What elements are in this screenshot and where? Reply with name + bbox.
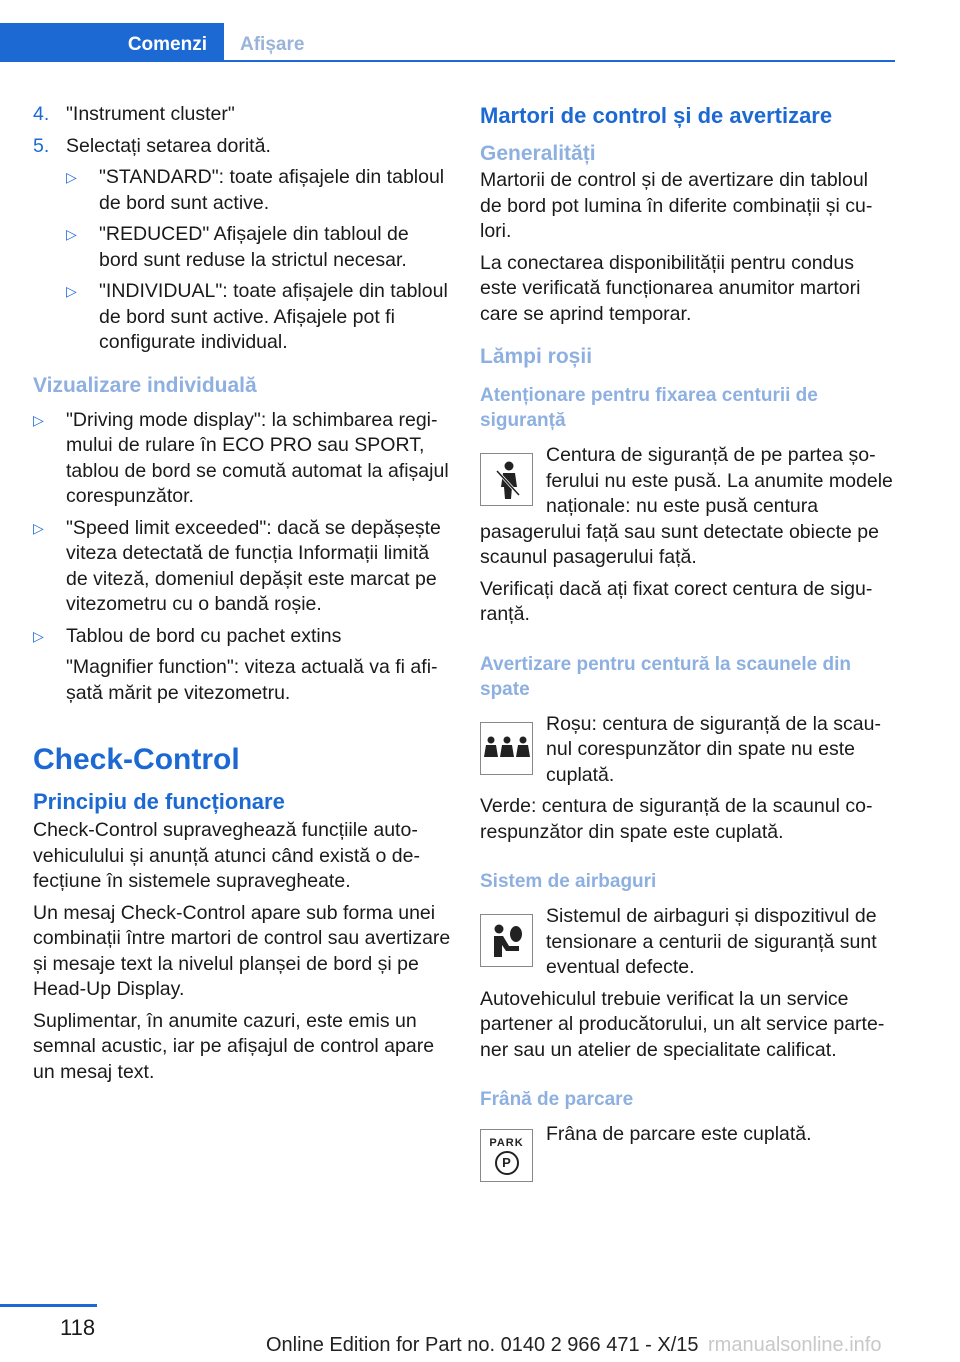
parking-brake-icon (480, 1129, 533, 1182)
principle-heading: Principiu de funcționare (33, 789, 285, 814)
seatbelt-block (480, 443, 895, 571)
triangle-bullet-icon: ▷ (66, 283, 77, 299)
tab-comenzi-label: Comenzi (127, 34, 207, 55)
option-individual (66, 279, 451, 356)
individual-item (33, 624, 451, 650)
seatbelt-check: Verificați dacă ați fixat corect centura de siguranță. (480, 577, 873, 625)
park-heading: Frână de parcare (480, 1089, 634, 1110)
park-block (480, 1122, 895, 1170)
rear-seatbelt-block (480, 712, 895, 789)
principle-paragraph: Suplimentar, în anumite cazuri, este emis un semnal acustic, iar pe afișajul de control apare un mesaj text. (33, 1009, 435, 1083)
step-4 (33, 102, 451, 128)
seatbelt-text: Centura de siguranță de pe partea șoferului nu este pusă. La anumite modele naționale: nu este pusă centura pasagerului față sau sunt detectate obiecte pe scaunul pasagerului față. (480, 444, 893, 568)
edition-text: Online Edition for Part no. 0140 2 966 471 - X/15 (266, 1334, 699, 1356)
individual-heading: Vizualizare individuală (33, 373, 257, 397)
triangle-bullet-icon: ▷ (66, 169, 77, 185)
principle-paragraph: Un mesaj Check-Control apare sub forma unei combinații între martori de control sau avertizare și mesaje text la nivelul planșei de bord și pe Head-Up Display. (33, 901, 451, 1000)
option-text: "REDUCED" Afișajele din tabloul de bord sunt reduse la strictul necesar. (99, 223, 409, 271)
check-control-title: Check-Control (33, 743, 240, 776)
step-text: Selectați setarea dorită. (66, 134, 271, 157)
rear-seatbelt-icon (480, 722, 533, 775)
red-lights-heading: Lămpi roșii (480, 345, 593, 368)
step-number: 4. (33, 103, 50, 125)
rear-seatbelt-heading: Avertizare pentru centură la scaunele din spate (480, 653, 851, 700)
right-column (480, 102, 895, 1181)
header-rule (0, 60, 895, 62)
option-text: "STANDARD": toate afișajele din tabloul de bord sunt active. (99, 166, 445, 214)
park-text: Frâna de parcare este cuplată. (546, 1123, 812, 1145)
park-icon-symbol: P (495, 1151, 519, 1175)
individual-item-text: "Driving mode display": la schimbarea regimului de rulare în ECO PRO sau SPORT, tablou de bord se comută automat la afișajul corespunzător. (66, 408, 449, 507)
park-icon-label: PARK (489, 1136, 524, 1149)
footer-rule (0, 1304, 97, 1307)
general-paragraph: Martorii de control și de avertizare din tabloul de bord pot lumina în diferite combinații și culori. (480, 169, 873, 242)
page-number: 118 (60, 1315, 96, 1340)
rear-red-text: Roșu: centura de siguranță de la scaunul corespunzător din spate nu este cuplată. (546, 712, 881, 786)
general-heading: Generalități (480, 142, 596, 165)
rear-green-text: Verde: centura de siguranță de la scaunul corespunzător din spate este cuplată. (480, 795, 873, 843)
seatbelt-heading: Atenționare pentru fixarea centurii de siguranță (480, 385, 818, 431)
airbag-text: Sistemul de airbaguri și dispozitivul de tensionare a centurii de siguranță sunt eventual defecte. (546, 905, 877, 978)
option-standard (66, 165, 451, 216)
option-reduced (66, 222, 451, 273)
individual-item (33, 516, 451, 618)
watermark-text: rmanualsonline.info (708, 1334, 882, 1356)
triangle-bullet-icon: ▷ (33, 519, 44, 536)
magnifier-text: "Magnifier function": viteza actuală va fi afișată mărit pe vitezometru. (66, 656, 438, 704)
left-column (33, 102, 451, 1091)
step-5 (33, 134, 451, 160)
general-paragraph: La conectarea disponibilității pentru condus este verificată funcționarea anumitor martori care se aprind temporar. (480, 251, 861, 325)
option-text: "INDIVIDUAL": toate afișajele din tabloul de bord sunt active. Afișajele pot fi configurate individual. (99, 280, 448, 353)
individual-item-text: Tablou de bord cu pachet extins (66, 624, 342, 647)
triangle-bullet-icon: ▷ (33, 411, 44, 428)
warning-lights-title: Martori de control și de avertizare (480, 103, 833, 128)
seatbelt-warning-icon (480, 453, 533, 506)
airbag-heading: Sistem de airbaguri (480, 871, 657, 892)
tab-comenzi[interactable] (0, 23, 224, 62)
airbag-warning-icon (480, 914, 533, 967)
principle-paragraph: Check-Control supraveghează funcțiile autovehiculului și anunță atunci când există o defecțiune în sistemele supravegheate. (33, 819, 420, 892)
triangle-bullet-icon: ▷ (66, 226, 77, 242)
airbag-service-text: Autovehiculul trebuie verificat la un service partener al producătorului, un alt service partener sau un atelier de specialitate calificat. (480, 987, 885, 1061)
individual-item-text: "Speed limit exceeded": dacă se depășește viteza detectată de funcția Informații limită de viteză, domeniul depășit este marcat pe vitezometru cu o bandă roșie. (66, 516, 441, 615)
step-number: 5. (33, 134, 50, 157)
triangle-bullet-icon: ▷ (33, 627, 44, 644)
tab-afisare[interactable]: Afișare (240, 34, 305, 55)
step-text: "Instrument cluster" (66, 103, 235, 125)
airbag-block (480, 904, 895, 981)
individual-item (33, 408, 451, 510)
